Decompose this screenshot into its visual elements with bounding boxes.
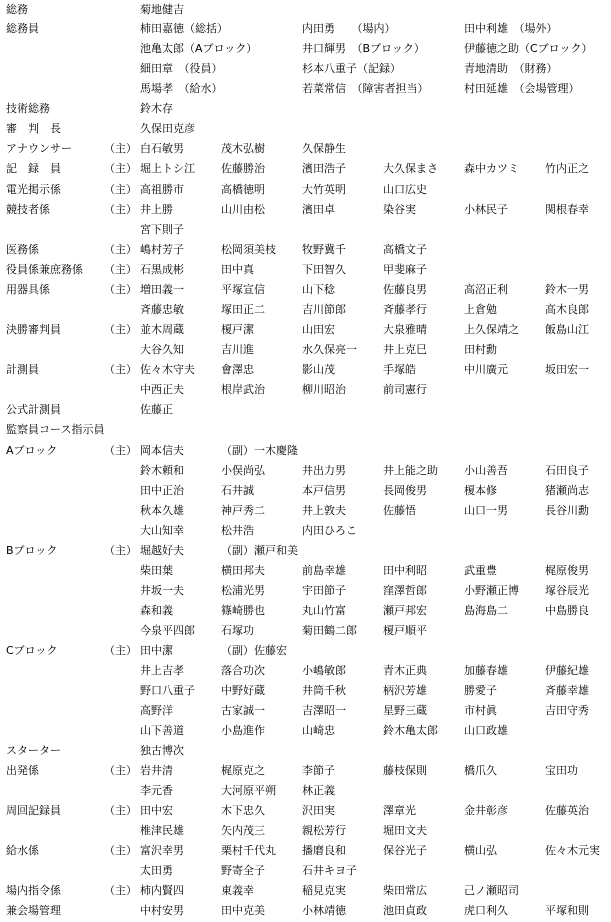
official-name: 小林靖徳 [302,904,346,917]
official-name: 佐々木元実 [545,844,600,857]
official-name: 並木周蔵 [140,323,184,336]
official-name: 武重豊 [464,564,497,577]
official-name: 沢田実 [302,804,335,817]
official-name: 上久保靖之 [464,323,519,336]
official-name: 椎津民雄 [140,824,184,837]
official-name: 塚谷辰光 [545,584,589,597]
official-name: 青木正典 [383,664,427,677]
chief-mark: （主） [104,644,137,657]
official-name: 嶋村芳子 [140,243,184,256]
chief-mark: （主） [104,764,137,777]
official-name: 神戸秀二 [221,504,265,517]
roster-row [0,159,611,179]
roster-row [0,621,611,641]
roster-row [0,19,611,39]
official-name: 牧野冀千 [302,243,346,256]
official-name: 古家誠一 [221,704,265,717]
roster-row [0,139,611,159]
official-name: 中川廣元 [464,363,508,376]
official-name: 宮下則子 [140,223,184,236]
official-name: 吉川進 [221,343,254,356]
chief-mark: （主） [104,884,137,897]
official-name: 井上能之助 [383,464,438,477]
official-name: 大久保まさ [383,162,438,175]
official-name: 若菜常信 （障害者担当） [302,82,429,95]
role-label: 決勝審判員 [6,323,61,336]
official-name: 田中宏 [140,804,173,817]
role-label: 計測員 [6,363,39,376]
official-name: 大谷久知 [140,343,184,356]
role-label: Bブロック [6,544,58,557]
official-name: 菊田鶴二郎 [302,624,357,637]
roster-row [0,39,611,59]
official-name: 中野好蔵 [221,684,265,697]
official-name: 親松芳行 [302,824,346,837]
official-name: 小島進作 [221,724,265,737]
official-name: 井筒千秋 [302,684,346,697]
official-name: 橋爪久 [464,764,497,777]
official-name: 前司憲行 [383,383,427,396]
official-name: 柴田葉 [140,564,173,577]
official-name: 堀田文夫 [383,824,427,837]
official-name: 塚田正二 [221,303,265,316]
official-name: 松井浩 [221,524,254,537]
roster-row [0,881,611,901]
official-name: 影山茂 [302,363,335,376]
official-name: 山口政雄 [464,724,508,737]
role-label: Aブロック [6,444,58,457]
official-name: 松岡須美枝 [221,243,276,256]
official-name: 野寄全子 [221,864,265,877]
official-name: 久保静生 [302,142,346,155]
official-name: 高沼正利 [464,283,508,296]
official-name: 山田宏 [302,323,335,336]
chief-mark: （主） [104,162,137,175]
official-name: 佐藤悟 [383,504,416,517]
role-label: 競技者係 [6,203,50,216]
official-name: 坂田宏一 [545,363,589,376]
official-name: 田中正治 [140,484,184,497]
roster-row [0,861,611,881]
official-name: 小林民子 [464,203,508,216]
official-name: 松浦光男 [221,584,265,597]
official-name: 森中カツミ [464,162,519,175]
roster-row [0,601,611,621]
chief-mark: （主） [104,444,137,457]
roster-row [0,59,611,79]
official-name: 小俣尚弘 [221,464,265,477]
official-name: 岩井清 [140,764,173,777]
role-label: 医務係 [6,243,39,256]
roster-row [0,220,611,240]
role-label: 兼会場管理 [6,904,61,917]
role-label: アナウンサー [6,142,72,155]
official-name: 井上勝 [140,203,173,216]
official-name: 小山善吾 [464,464,508,477]
official-name: 市村眞 [464,704,497,717]
official-name: 田中潔 [140,644,173,657]
roster-row [0,99,611,119]
roster-row [0,581,611,601]
official-name: （副）一木慶隆 [221,444,298,457]
roster-row [0,721,611,741]
official-name: 下田智久 [302,263,346,276]
official-name: 井坂一夫 [140,584,184,597]
official-name: 井口輝男 （Bブロック） [302,42,425,55]
official-name: 矢内茂三 [221,824,265,837]
official-name: 鈴木亀太郎 [383,724,438,737]
official-name: 島海島二 [464,604,508,617]
official-name: 高野洋 [140,704,173,717]
official-name: 宇田節子 [302,584,346,597]
official-name: 太田勇 [140,864,173,877]
role-label: 技術総務 [6,102,50,115]
role-label: 用器具係 [6,283,50,296]
chief-mark: （主） [104,142,137,155]
official-name: 平塚宣信 [221,283,265,296]
official-name: 今泉平四郎 [140,624,195,637]
official-name: 會澤忠 [221,363,254,376]
official-name: 田村勳 [464,343,497,356]
chief-mark: （主） [104,363,137,376]
roster-row [0,701,611,721]
official-name: 保谷光子 [383,844,427,857]
official-name: （副）瀬戸和美 [221,544,298,557]
official-name: 小野瀬正博 [464,584,519,597]
roster-row [0,260,611,280]
roster-row [0,541,611,561]
official-name: 大泉雅晴 [383,323,427,336]
official-name: 鈴木頼和 [140,464,184,477]
official-name: 田中真 [221,263,254,276]
official-name: 菊地健吉 [140,3,184,16]
official-name: 池田貞政 [383,904,427,917]
official-name: 高橋文子 [383,243,427,256]
official-name: 池亀太郎（Aブロック） [140,42,258,55]
roster-row [0,841,611,861]
official-name: 山下善道 [140,724,184,737]
official-name: 馬場孝 （給水） [140,82,223,95]
official-name: 林正義 [302,784,335,797]
roster-row [0,481,611,501]
official-name: 柄沢芳雄 [383,684,427,697]
official-name: 中島勝良 [545,604,589,617]
official-name: 井上克巳 [383,343,427,356]
official-name: 柳川昭治 [302,383,346,396]
official-name: 井出力男 [302,464,346,477]
official-name: 吉田守秀 [545,704,589,717]
official-name: 石黒成彬 [140,263,184,276]
roster-row [0,761,611,781]
official-name: 中村安男 [140,904,184,917]
official-name: 佐々木守夫 [140,363,195,376]
official-name: 佐藤良男 [383,283,427,296]
official-name: 斉藤孝行 [383,303,427,316]
official-name: 中西正夫 [140,383,184,396]
official-name: 井上敦夫 [302,504,346,517]
official-name: 飯島山江 [545,323,589,336]
official-name: 金井彰彦 [464,804,508,817]
roster-row [0,741,611,761]
official-name: 濱田浩子 [302,162,346,175]
roster-row [0,119,611,139]
official-name: 柴田常広 [383,884,427,897]
official-name: 高橋徳明 [221,183,265,196]
role-label: 給水係 [6,844,39,857]
official-name: 手塚皓 [383,363,416,376]
official-name: 久保田克彦 [140,122,195,135]
official-name: 本戸信男 [302,484,346,497]
official-name: 佐藤正 [140,403,173,416]
official-name: 梶原俊男 [545,564,589,577]
official-name: 落合功次 [221,664,265,677]
official-name: 宝田功 [545,764,578,777]
official-name: 長岡俊男 [383,484,427,497]
official-name: 大山知幸 [140,524,184,537]
official-name: 柿田嘉徳（総括） [140,22,228,35]
official-name: 堀越好夫 [140,544,184,557]
official-name: 細田章 （役員） [140,62,223,75]
official-name: 井上吉孝 [140,664,184,677]
official-name: 己ノ瀬昭司 [464,884,519,897]
official-name: 横田邦夫 [221,564,265,577]
official-name: 田中利昭 [383,564,427,577]
roster-row [0,781,611,801]
official-name: 吉澤昭一 [302,704,346,717]
official-name: 星野三蔵 [383,704,427,717]
official-name: 伊藤紀雄 [545,664,589,677]
official-name: 木下忠久 [221,804,265,817]
chief-mark: （主） [104,544,137,557]
official-name: 大河原平朔 [221,784,276,797]
official-name: 秋本久雄 [140,504,184,517]
official-name: 関根春幸 [545,203,589,216]
roster-row [0,901,611,921]
role-label: 電光掲示係 [6,183,61,196]
roster-row [0,400,611,420]
official-name: 高木良郎 [545,303,589,316]
chief-mark: （主） [104,243,137,256]
roster-row [0,200,611,220]
official-name: 丸山竹富 [302,604,346,617]
official-name: 柿内賢四 [140,884,184,897]
official-name: 東義幸 [221,884,254,897]
official-name: 前島幸雄 [302,564,346,577]
roster-row [0,461,611,481]
official-name: 窪澤哲郎 [383,584,427,597]
official-name: 内田ひろこ [302,524,357,537]
roster-row [0,821,611,841]
official-name: 山崎忠 [302,724,335,737]
official-name: 石田良子 [545,464,589,477]
official-name: 猪瀬尚志 [545,484,589,497]
chief-mark: （主） [104,844,137,857]
role-label: 公式計測員 [6,403,61,416]
role-label: 監察員コース指示員 [6,423,105,436]
official-name: 篠崎勝也 [221,604,265,617]
official-name: 富沢幸男 [140,844,184,857]
role-label: 出発係 [6,764,39,777]
official-name: 佐藤勝治 [221,162,265,175]
roster-row [0,360,611,380]
role-label: 記 録 員 [6,162,61,175]
official-name: 梶原克之 [221,764,265,777]
official-name: 李節子 [302,764,335,777]
chief-mark: （主） [104,183,137,196]
official-name: 石井誠 [221,484,254,497]
official-name: 堀上トシ江 [140,162,195,175]
chief-mark: （主） [104,203,137,216]
official-name: 斉藤忠敏 [140,303,184,316]
roster-row [0,641,611,661]
roster-row [0,340,611,360]
chief-mark: （主） [104,263,137,276]
official-name: 岡本信夫 [140,444,184,457]
roster-row [0,441,611,461]
role-label: 場内指令係 [6,884,61,897]
role-label: 周回記録員 [6,804,61,817]
role-label: スターター [6,744,61,757]
official-name: 鈴木一男 [545,283,589,296]
official-name: 榎戸潔 [221,323,254,336]
official-name: 小嶋敏郎 [302,664,346,677]
official-name: 勝愛子 [464,684,497,697]
roster-row [0,240,611,260]
official-name: 澤章光 [383,804,416,817]
official-name: 斉藤幸雄 [545,684,589,697]
roster-row [0,320,611,340]
roster-row [0,280,611,300]
official-name: 山口広史 [383,183,427,196]
official-name: 独古博次 [140,744,184,757]
official-name: 増田義一 [140,283,184,296]
official-name: 瀬戸邦宏 [383,604,427,617]
official-name: 虎口利久 [464,904,508,917]
official-name: 茂木弘樹 [221,142,265,155]
roster-row [0,180,611,200]
chief-mark: （主） [104,804,137,817]
roster-row [0,420,611,440]
chief-mark: （主） [104,323,137,336]
official-name: 水久保亮一 [302,343,357,356]
official-name: 白石敏男 [140,142,184,155]
official-name: 田中利雄 （場外） [464,22,558,35]
roster-row [0,801,611,821]
official-name: 野口八重子 [140,684,195,697]
roster-row [0,0,611,20]
official-name: 李元香 [140,784,173,797]
roster-row [0,681,611,701]
official-name: 平塚和則 [545,904,589,917]
official-name: 石井キヨ子 [302,864,357,877]
official-name: 森和義 [140,604,173,617]
roster-row [0,79,611,99]
official-name: 甲斐麻子 [383,263,427,276]
official-name: 山下稔 [302,283,335,296]
role-label: 総務員 [6,22,39,35]
official-name: 杉本八重子（記録） [302,62,401,75]
official-name: 鈴木存 [140,102,173,115]
official-name: 吉川節郎 [302,303,346,316]
official-name: 染谷実 [383,203,416,216]
official-name: 榎本修 [464,484,497,497]
official-name: 高祖勝市 [140,183,184,196]
official-name: 村田延雄 （会場管理） [464,82,580,95]
official-name: （副）佐藤宏 [221,644,287,657]
official-name: 栗村千代丸 [221,844,276,857]
official-name: 山川由松 [221,203,265,216]
roster-row [0,521,611,541]
role-label: Cブロック [6,644,58,657]
official-name: 加藤春雄 [464,664,508,677]
official-name: 稲見克実 [302,884,346,897]
official-name: 青地清助 （財務） [464,62,558,75]
official-name: 大竹英明 [302,183,346,196]
official-name: 根岸武治 [221,383,265,396]
role-label: 総務 [6,3,28,16]
roster-row [0,380,611,400]
official-name: 山口一男 [464,504,508,517]
official-name: 横山弘 [464,844,497,857]
official-name: 上倉勉 [464,303,497,316]
chief-mark: （主） [104,283,137,296]
official-name: 佐藤英治 [545,804,589,817]
official-name: 伊藤徳之助（Cブロック） [464,42,593,55]
official-name: 藤枝保則 [383,764,427,777]
official-name: 濱田卓 [302,203,335,216]
official-name: 内田勇 （場内） [302,22,396,35]
official-name: 榎戸順平 [383,624,427,637]
roster-row [0,661,611,681]
official-name: 播磨良和 [302,844,346,857]
role-label: 審 判 長 [6,122,61,135]
official-name: 長谷川勳 [545,504,589,517]
official-name: 田中克美 [221,904,265,917]
roster-row [0,300,611,320]
official-name: 竹内正之 [545,162,589,175]
official-name: 石塚功 [221,624,254,637]
role-label: 役員係兼庶務係 [6,263,83,276]
roster-row [0,561,611,581]
roster-row [0,501,611,521]
